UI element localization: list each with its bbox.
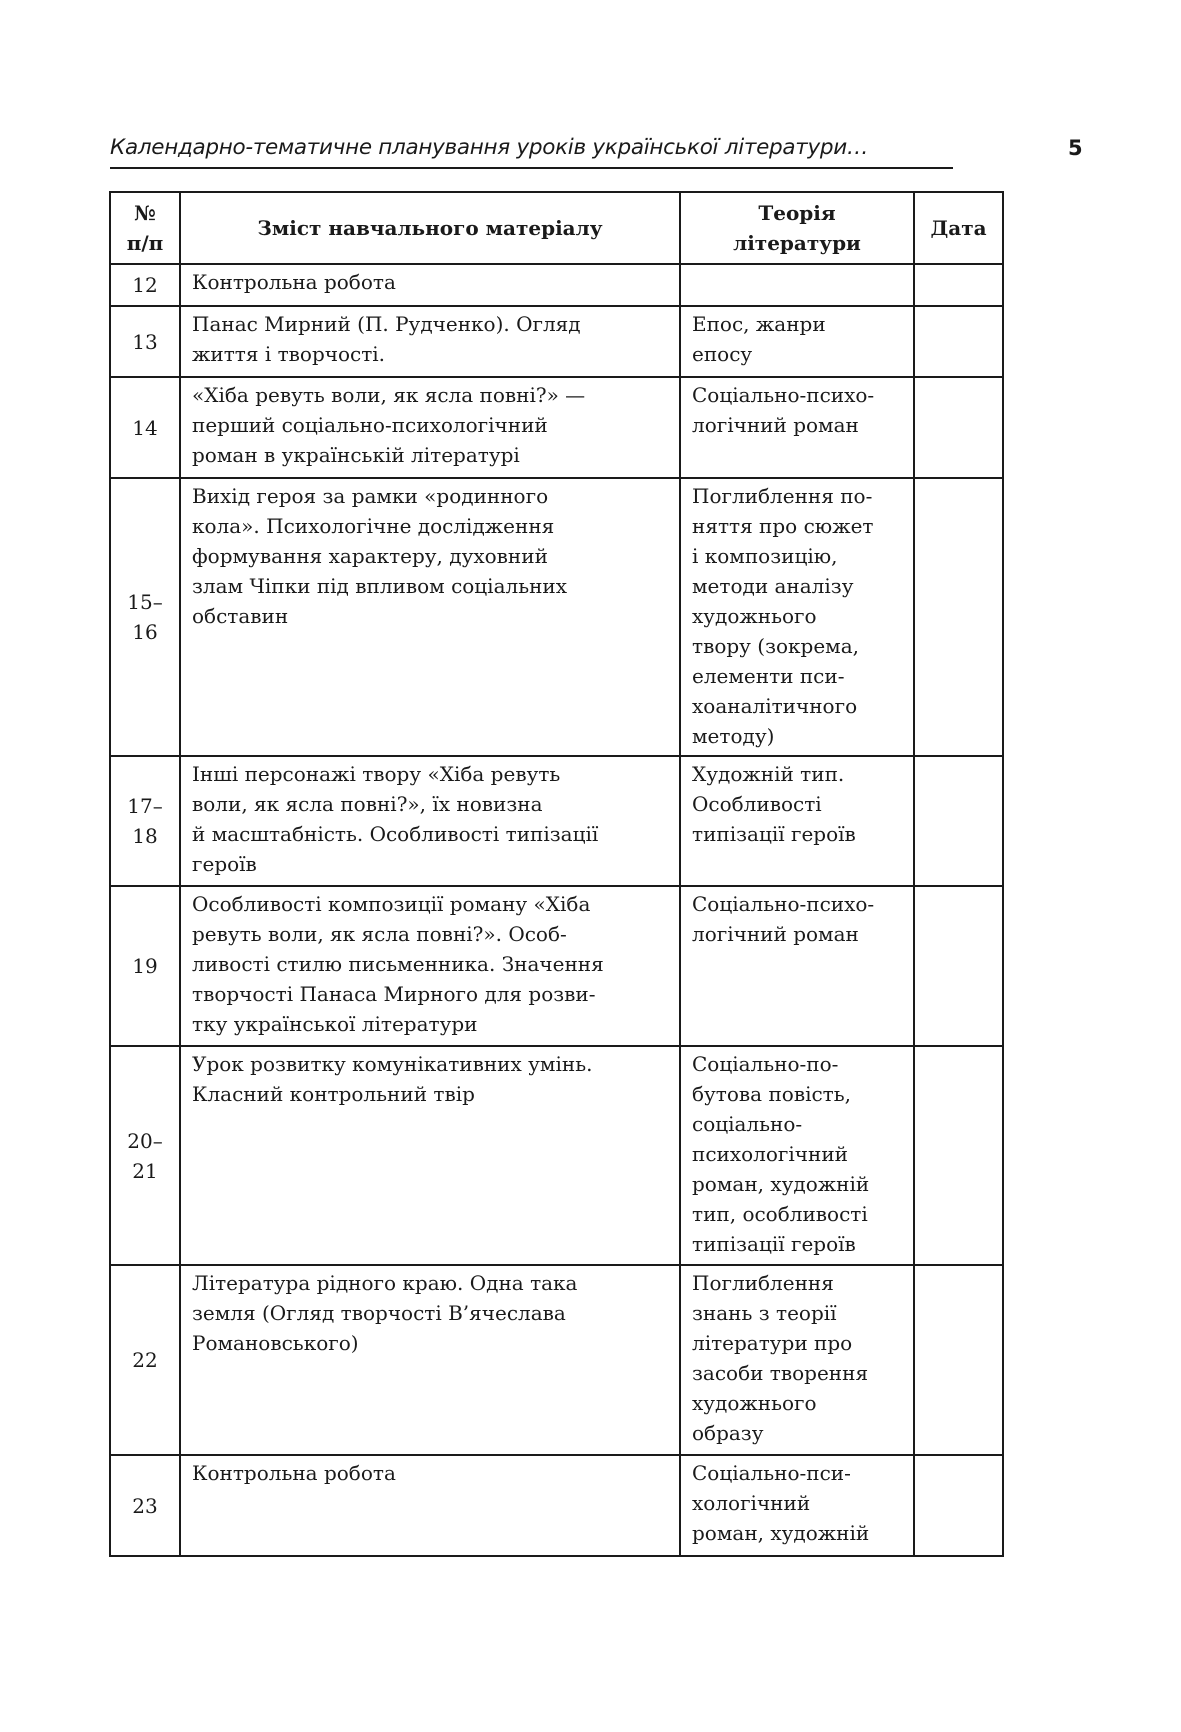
lesson-number: 17– 18 [110,756,180,886]
lesson-theory: Соціально-по- бутова повість, соціально- психологічний роман, художній тип, особливості типізації героїв [680,1046,914,1265]
lesson-content: Панас Мирний (П. Рудченко). Огляд життя і творчості. [180,306,680,377]
table-row [110,886,1003,1046]
column-header-number: № п/п [110,192,180,264]
table-row [110,1455,1003,1556]
lesson-date [914,478,1003,756]
lesson-number: 14 [110,377,180,478]
table-row [110,478,1003,756]
lesson-number: 19 [110,886,180,1046]
lesson-date [914,306,1003,377]
lesson-content: Інші персонажі твору «Хіба ревуть воли, як ясла повні?», їх новизна й масштабність. Особливості типізації героїв [180,756,680,886]
lesson-date [914,756,1003,886]
table-row [110,1046,1003,1265]
table-row [110,306,1003,377]
lesson-number: 15– 16 [110,478,180,756]
running-title: Календарно-тематичне планування уроків української літератури… [110,131,953,169]
lesson-content: Контрольна робота [180,264,680,306]
lesson-theory: Поглиблення знань з теорії літератури про засоби творення художнього образу [680,1265,914,1455]
column-header-theory: Теорія літератури [680,192,914,264]
page-number: 5 [1068,136,1083,160]
table-row [110,756,1003,886]
lesson-number: 13 [110,306,180,377]
lesson-plan-table [109,191,1004,1557]
column-header-date: Дата [914,192,1003,264]
lesson-date [914,886,1003,1046]
lesson-theory: Епос, жанри епосу [680,306,914,377]
table-header-row [110,192,1003,264]
lesson-number: 22 [110,1265,180,1455]
lesson-date [914,1046,1003,1265]
lesson-theory: Художній тип. Особливості типізації героїв [680,756,914,886]
lesson-date [914,1455,1003,1556]
lesson-content: Література рідного краю. Одна така земля (Огляд творчості В’ячеслава Романовського) [180,1265,680,1455]
lesson-theory [680,264,914,306]
table-row [110,377,1003,478]
running-header [110,131,1083,171]
column-header-content: Зміст навчального матеріалу [180,192,680,264]
table-row [110,264,1003,306]
lesson-content: Урок розвитку комунікативних умінь. Класний контрольний твір [180,1046,680,1265]
lesson-theory: Соціально-психо- логічний роман [680,377,914,478]
lesson-number: 12 [110,264,180,306]
lesson-theory: Соціально-пси- хологічний роман, художній [680,1455,914,1556]
lesson-date [914,377,1003,478]
lesson-date [914,264,1003,306]
lesson-content: Особливості композиції роману «Хіба ревуть воли, як ясла повні?». Особ- ливості стилю письменника. Значення творчості Панаса Мирного для розви- тку української літератури [180,886,680,1046]
lesson-content: Вихід героя за рамки «родинного кола». Психологічне дослідження формування характеру, духовний злам Чіпки під впливом соціальних обставин [180,478,680,756]
lesson-number: 23 [110,1455,180,1556]
lesson-theory: Соціально-психо- логічний роман [680,886,914,1046]
lesson-number: 20– 21 [110,1046,180,1265]
table-row [110,1265,1003,1455]
lesson-date [914,1265,1003,1455]
lesson-content: «Хіба ревуть воли, як ясла повні?» — перший соціально-психологічний роман в українській літературі [180,377,680,478]
lesson-theory: Поглиблення по- няття про сюжет і композицію, методи аналізу художнього твору (зокрема, елементи пси- хоаналітичного методу) [680,478,914,756]
lesson-content: Контрольна робота [180,1455,680,1556]
